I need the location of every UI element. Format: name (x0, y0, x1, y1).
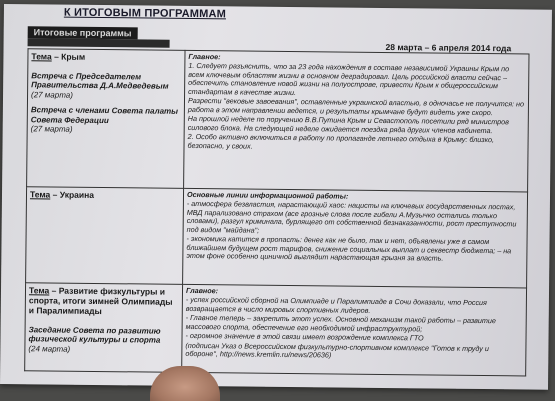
date-range: 28 марта – 6 апреля 2014 года (385, 41, 512, 54)
paragraph: - успех российской сборной на Олимпиаде и Паралимпиаде в Сочи доказали, что Россия возвращается в число мировых спортивных лидеров. (185, 295, 487, 315)
program-table (24, 48, 529, 376)
section-header: Итоговые программы (28, 26, 138, 39)
topic-cell (26, 187, 184, 285)
table-row (27, 49, 529, 192)
paragraph: На прошлой неделе по поручению В.В.Путина Крым и Севастополь посетили ряд министров силового блока. На следующей неделе ожидается поездка ряда других членов кабинета. (187, 114, 509, 135)
topic-title: Тема – Крым (31, 51, 86, 62)
main-label: Главное: (188, 51, 221, 62)
content-cell (184, 50, 529, 192)
paragraph: - экономика катится в пропасть: денег как не было, так и нет, объявлены уже в самом ближайшем будущем рост тарифов, снижение социальных выплат и секвестр бюджета; – на этом фоне особенно циничной выглядит нарастающая грызня за власть. (186, 234, 512, 264)
meeting-date: (27 марта) (31, 90, 73, 100)
meeting-title: Встреча с Председателем Правительства Д.А.Медведевым (31, 71, 169, 92)
paragraph: - Главное теперь – закрепить этот успех. Основной механизм такой работы – развитие массового спорта, обеспечение его необходимой инфраструктурой; (185, 313, 496, 334)
paragraph: (подписан Указ о Всероссийском физкультурно-спортивном комплексе "Готов к труду и обороне", http://news.kremlin.ru/news/20636) (185, 340, 489, 360)
main-label: Основные линии информационной работы: (186, 189, 349, 201)
topic-title: Тема – Украина (29, 189, 95, 200)
meeting-title: Встреча с членами Совета палаты Совета Федерации (30, 105, 179, 125)
meeting-title: Заседание Совета по развитию физической культуры и спорта (28, 325, 161, 346)
paragraph: - атмосфера безвластия, нарастающий хаос: нацисты на ключевых государственных постах, МВД парализовано страхом (все грозные слова после гибели А.Музычко остались только словами), разгул криминала, бурлящего от собственной безнаказанности, рост преступности под видом "майдана"; (186, 199, 517, 235)
paragraph: Разрести "вековые завоевания", оставленные украинской властью, в одночасье не получится: но работа в этом направлении ведется, и результаты крымчане будут видеть уже скоро. (187, 96, 525, 118)
topic-title: Тема – Развитие физкультуры и спорта, итоги зимней Олимпиады и Паралимпиады (28, 285, 173, 317)
document-title: К ИТОГОВЫМ ПРОГРАММАМ (63, 6, 227, 21)
meeting-date: (24 марта) (28, 344, 71, 354)
content-cell (183, 188, 528, 288)
paragraph: - огромное значение в этой связи имеет возрождение комплекса ГТО (185, 331, 424, 343)
paragraph: 2. Особо активно включиться в работу по пропаганде летнего отдыха в Крыму: близко, безопасно, у своих. (187, 132, 495, 151)
table-row (26, 187, 528, 288)
document-page (0, 4, 552, 390)
table-row (25, 283, 527, 376)
main-label: Главное: (185, 285, 219, 296)
content-cell (182, 284, 527, 376)
topic-cell (25, 283, 183, 373)
paragraph: 1. Следует разъяснить, что за 23 года нахождения в составе независимой Украины Крым по всем ключевым областям жизни в основном деградировал. Цель российской власти сейчас – обеспечить становление новой жизни на полуострове, привести Крым к общероссийским стандартам в качестве жизни. (188, 61, 510, 98)
meeting-date: (27 марта) (30, 124, 73, 134)
section-header-bar (28, 38, 170, 47)
topic-cell (27, 49, 185, 189)
